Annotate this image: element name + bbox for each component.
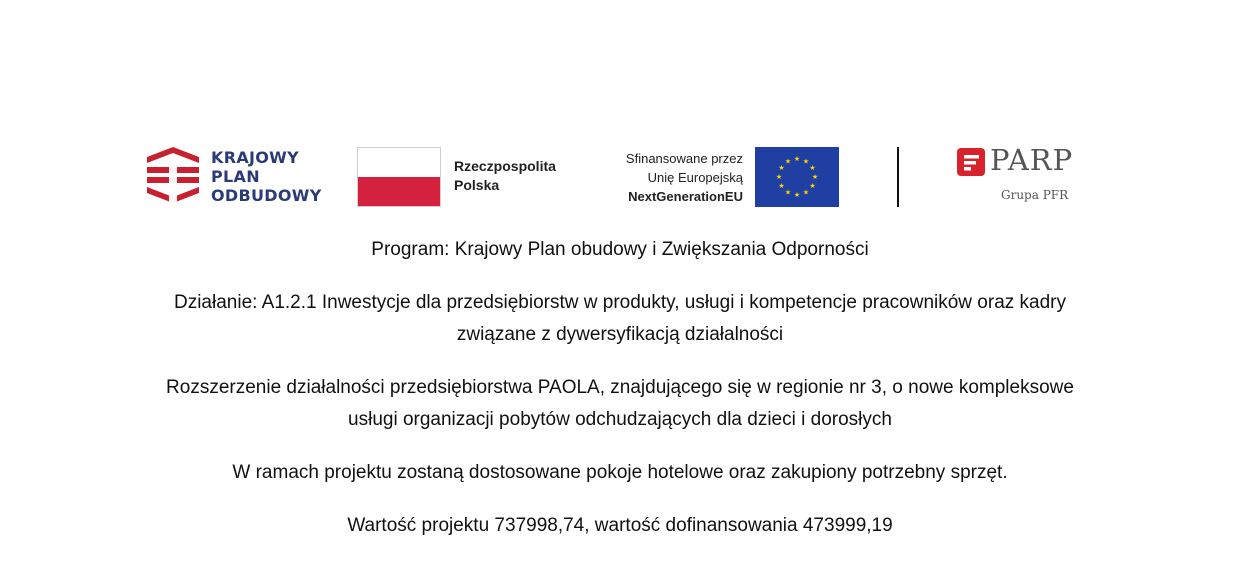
kpo-emblem-icon xyxy=(145,145,201,207)
svg-text:★: ★ xyxy=(778,164,785,172)
kpo-line2: PLAN xyxy=(211,167,260,186)
kpo-wordmark xyxy=(211,148,322,205)
eu-wordmark xyxy=(600,149,743,206)
project-title: Rozszerzenie działalności przedsiębiorstwa PAOLA, znajdującego się w regionie nr 3, o nowe kompleksowe usługi organizacji pobytów odchudzających dla dzieci i dorosłych xyxy=(166,377,1074,430)
kpo-line3: ODBUDOWY xyxy=(211,186,322,205)
svg-text:★: ★ xyxy=(793,155,801,163)
eu-funding-logo xyxy=(600,145,850,209)
svg-text:★: ★ xyxy=(775,173,783,181)
project-value: Wartość projektu 737998,74, wartość dofinansowania 473999,19 xyxy=(347,515,893,536)
eu-line3: NextGenerationEU xyxy=(628,189,743,204)
parp-subtitle: Grupa PFR xyxy=(1001,188,1069,202)
svg-text:★: ★ xyxy=(802,157,810,166)
rp-line2: Polska xyxy=(454,177,500,193)
svg-text:★: ★ xyxy=(811,173,819,181)
logo-bar xyxy=(145,145,1095,209)
dzialanie-line: Działanie: A1.2.1 Inwestycje dla przedsiębiorstw w produkty, usługi i kompetencje pracowników oraz kadry związane z dywersyfikacją działalności xyxy=(173,292,1067,345)
logo-separator xyxy=(897,147,899,207)
svg-text:★: ★ xyxy=(802,188,810,197)
parp-mark-icon xyxy=(957,148,985,176)
parp-wordmark: PARP xyxy=(990,143,1074,177)
eu-flag-icon xyxy=(755,147,839,207)
svg-text:★: ★ xyxy=(793,191,801,199)
svg-text:★: ★ xyxy=(784,157,792,166)
svg-text:★: ★ xyxy=(778,182,785,190)
svg-text:★: ★ xyxy=(809,164,816,172)
rp-line1: Rzeczpospolita xyxy=(454,158,556,174)
rp-wordmark xyxy=(454,157,556,195)
program-line: Program: Krajowy Plan obudowy i Zwiększania Odporności xyxy=(371,239,869,260)
rzeczpospolita-logo xyxy=(357,145,577,209)
parp-logo xyxy=(953,145,1095,209)
svg-text:★: ★ xyxy=(784,188,792,197)
eu-line2: Unię Europejską xyxy=(647,170,743,185)
eu-line1: Sfinansowane przez xyxy=(625,151,743,166)
notice-body xyxy=(140,234,1100,563)
polish-flag-icon xyxy=(357,147,441,207)
kpo-logo xyxy=(145,145,325,209)
project-scope: W ramach projektu zostaną dostosowane pokoje hotelowe oraz zakupiony potrzebny sprzęt. xyxy=(232,462,1008,483)
kpo-line1: KRAJOWY xyxy=(211,148,299,167)
svg-text:★: ★ xyxy=(809,182,816,190)
